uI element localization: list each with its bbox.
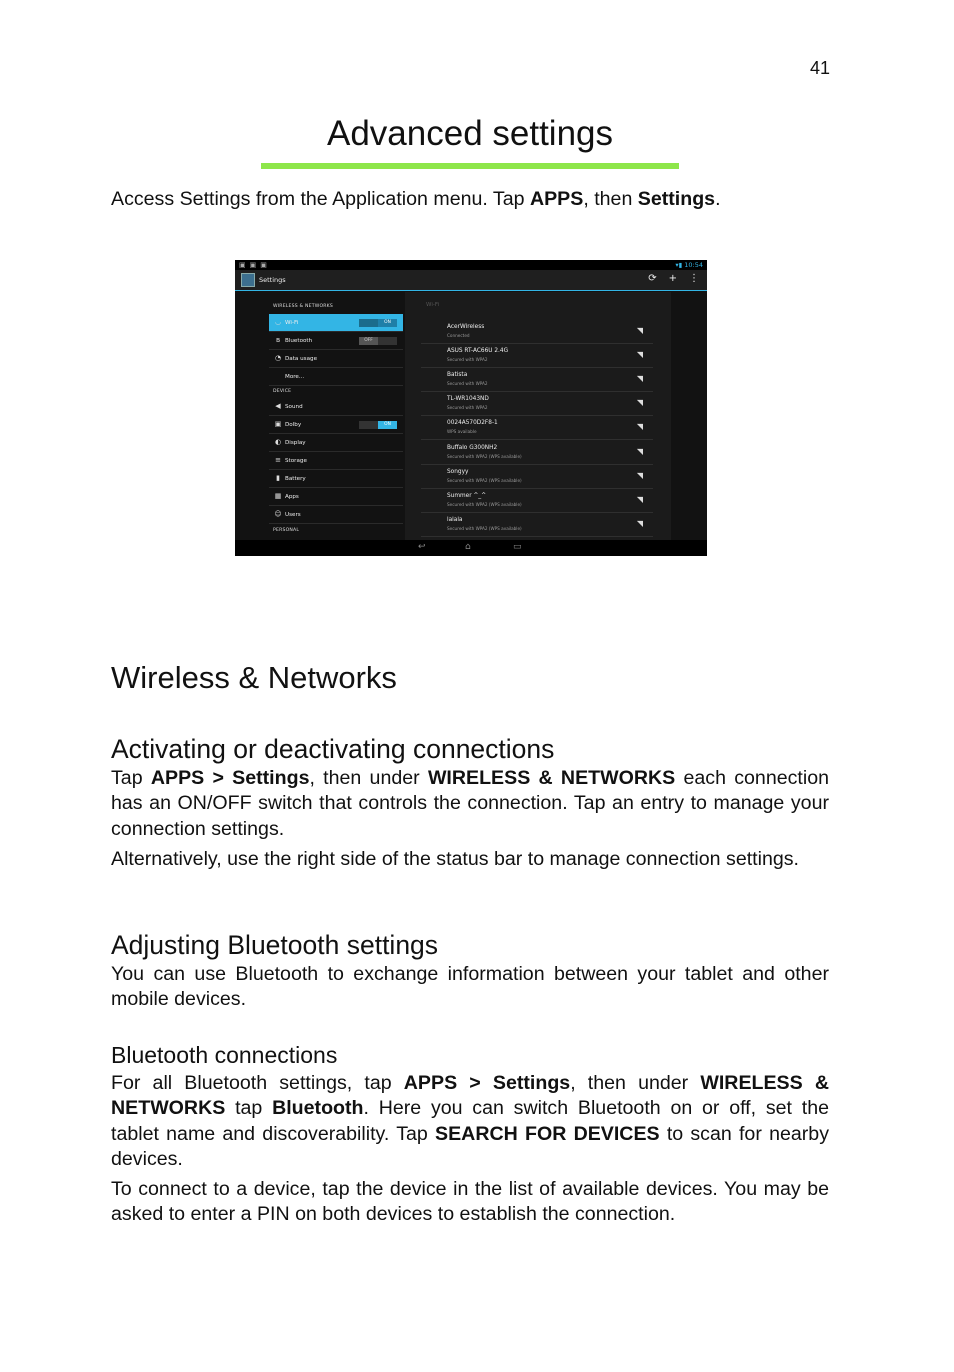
- settings-item-label: Battery: [285, 476, 306, 482]
- text: to scan for nearby devices.: [111, 1122, 829, 1171]
- sync-icon[interactable]: ⟳: [648, 273, 657, 284]
- bluetooth-connections-paragraph-1: [111, 1071, 829, 1173]
- toggle-state: ON: [378, 421, 397, 429]
- wifi-network-row[interactable]: [421, 465, 653, 489]
- settings-item-label: Display: [285, 440, 306, 446]
- network-status: Secured with WPA2: [447, 357, 488, 363]
- network-status: Secured with WPA2 (WPS available): [447, 501, 522, 507]
- dolby-icon: ▣: [274, 420, 282, 428]
- wifi-network-row[interactable]: [421, 344, 653, 368]
- clock: 10:54: [684, 261, 703, 269]
- wifi-network-row[interactable]: [421, 392, 653, 416]
- network-name: ASUS RT-AC66U 2.4G: [447, 348, 509, 355]
- users-icon: ☺: [274, 510, 282, 518]
- text: . Here you can switch Bluetooth on or off, set the tablet name and discoverability. Tap: [111, 1097, 829, 1145]
- activating-paragraph-1: [111, 766, 829, 842]
- intro-apps: APPS: [529, 188, 584, 210]
- network-name: Batista: [447, 372, 468, 379]
- wifi-network-row[interactable]: [421, 513, 653, 537]
- settings-left-pane: [269, 294, 403, 540]
- wifi-signal-icon: ◥: [636, 326, 643, 335]
- wifi-signal-locked-icon: ◥: [636, 494, 643, 504]
- network-name: Summer ^_^: [447, 492, 487, 499]
- wifi-signal-locked-icon: ◥: [636, 350, 643, 360]
- battery-icon: ▮: [276, 474, 280, 482]
- settings-item-data-usage[interactable]: [269, 350, 403, 368]
- toggle-switch[interactable]: [359, 337, 397, 345]
- action-bar-title: Settings: [259, 276, 286, 284]
- settings-item-display[interactable]: [269, 434, 403, 452]
- wifi-network-row[interactable]: [421, 368, 653, 392]
- bold-bluetooth: Bluetooth: [272, 1097, 364, 1120]
- network-name: Songyy: [447, 468, 469, 475]
- text: each connection has an ON/OFF switch that controls the connection. Tap an entry to manage your connection settings.: [111, 767, 830, 840]
- settings-screenshot: [235, 260, 707, 556]
- network-status: Secured with WPA2 (WPS available): [447, 525, 522, 531]
- network-name: 0024A570D2F8-1: [447, 420, 498, 427]
- network-status: Secured with WPA2: [447, 381, 488, 387]
- overflow-menu-icon[interactable]: ⋮: [689, 273, 699, 284]
- toggle-state: OFF: [359, 337, 378, 345]
- network-status: WPS available: [447, 429, 477, 435]
- activating-paragraph-2: Alternatively, use the right side of the status bar to manage connection settings.: [111, 848, 799, 870]
- network-name: lalala: [447, 516, 463, 523]
- network-name: Buffalo G300NH2: [447, 444, 498, 451]
- intro-text: .: [715, 188, 721, 210]
- settings-item-storage[interactable]: [269, 452, 403, 470]
- sound-icon: ◀: [275, 402, 281, 410]
- settings-item-bluetooth[interactable]: [269, 332, 403, 350]
- network-name: AcerWireless: [447, 324, 485, 330]
- bold-apps-settings: APPS > Settings: [403, 1072, 571, 1094]
- intro-text: Access Settings from the Application menu. Tap: [111, 188, 530, 210]
- text: , then under: [309, 767, 428, 789]
- action-bar: [235, 270, 707, 291]
- settings-item-label: Dolby: [285, 422, 302, 428]
- wifi-signal-locked-icon: ◥: [636, 422, 643, 432]
- toggle-state: ON: [378, 319, 397, 327]
- settings-item-label: Wi-Fi: [285, 320, 299, 326]
- text: , then under: [570, 1072, 701, 1094]
- bluetooth-settings-paragraph: You can use Bluetooth to exchange information between your tablet and other mobile devices.: [111, 963, 829, 1011]
- settings-item-label: Apps: [285, 494, 299, 500]
- settings-app-icon: [241, 273, 255, 287]
- intro-text: , then: [583, 188, 638, 210]
- action-bar-actions: [636, 273, 699, 284]
- add-icon[interactable]: +: [668, 273, 677, 284]
- text: Tap: [111, 767, 151, 789]
- system-nav-bar: [235, 540, 707, 556]
- wifi-signal-locked-icon: ◥: [636, 518, 643, 528]
- bold-wireless-networks: WIRELESS & NETWORKS: [111, 1072, 829, 1120]
- settings-item-users[interactable]: [269, 506, 403, 524]
- bold-apps-settings: APPS > Settings: [150, 767, 310, 789]
- wifi-network-row[interactable]: [421, 416, 653, 440]
- settings-item-label: Data usage: [285, 356, 318, 362]
- intro-settings: Settings: [637, 188, 716, 210]
- network-status: Connected: [447, 333, 470, 338]
- network-name: TL-WR1043ND: [447, 396, 489, 403]
- toggle-switch[interactable]: [359, 319, 397, 327]
- bluetooth-connections-paragraph-2: To connect to a device, tap the device in the list of available devices. You may be asked to enter a PIN on both devices to establish the connection.: [111, 1178, 829, 1226]
- settings-item-wi-fi[interactable]: [269, 314, 403, 332]
- status-bar: [235, 260, 707, 270]
- heading-bluetooth-settings: Adjusting Bluetooth settings: [111, 930, 439, 960]
- section-header-device: DEVICE: [273, 389, 292, 394]
- settings-item-battery[interactable]: [269, 470, 403, 488]
- network-status: Secured with WPA2: [447, 405, 488, 411]
- heading-activating: Activating or deactivating connections: [111, 734, 555, 764]
- wifi-signal-locked-icon: ◥: [636, 374, 643, 384]
- intro-paragraph: [111, 187, 829, 212]
- wifi-network-row[interactable]: [421, 489, 653, 513]
- settings-item-label: Users: [285, 512, 301, 518]
- section-header-personal: PERSONAL: [273, 528, 300, 533]
- settings-item-label: Bluetooth: [285, 338, 313, 344]
- wifi-pane: [405, 292, 671, 540]
- back-icon[interactable]: ↩: [418, 542, 426, 552]
- wifi-icon: ◡: [274, 318, 282, 326]
- data-usage-icon: ◔: [274, 354, 282, 362]
- settings-item-sound[interactable]: [269, 398, 403, 416]
- wifi-signal-locked-icon: ◥: [636, 398, 643, 408]
- section-header-wireless: WIRELESS & NETWORKS: [273, 304, 334, 309]
- toggle-switch[interactable]: [359, 421, 397, 429]
- title-underline: [261, 163, 679, 169]
- network-status: Secured with WPA2 (WPS available): [447, 453, 522, 459]
- wifi-network-row[interactable]: [421, 320, 653, 344]
- text: For all Bluetooth settings, tap: [111, 1072, 404, 1094]
- settings-item-more[interactable]: [269, 368, 403, 386]
- wifi-pane-header: Wi-Fi: [426, 302, 440, 308]
- page-title: Advanced settings: [326, 114, 613, 153]
- heading-bluetooth-connections: Bluetooth connections: [111, 1042, 338, 1068]
- page-number: 41: [809, 58, 830, 78]
- settings-item-apps[interactable]: [269, 488, 403, 506]
- text: tap: [225, 1097, 273, 1120]
- settings-item-label: More...: [285, 374, 305, 380]
- notification-icons: ▣▣▣: [239, 261, 271, 269]
- apps-icon: ▦: [274, 492, 282, 500]
- settings-item-label: Sound: [285, 404, 303, 410]
- section-heading-wireless: Wireless & Networks: [111, 660, 397, 695]
- bold-search-for-devices: SEARCH FOR DEVICES: [435, 1122, 660, 1145]
- settings-item-label: Storage: [285, 458, 307, 464]
- home-icon[interactable]: ⌂: [465, 542, 471, 552]
- recent-apps-icon[interactable]: ▭: [513, 542, 522, 552]
- wifi-signal-locked-icon: ◥: [636, 470, 643, 480]
- bluetooth-icon: ʙ: [275, 336, 281, 344]
- storage-icon: ≡: [275, 456, 281, 464]
- bold-wireless-networks: WIRELESS & NETWORKS: [427, 767, 676, 789]
- status-time: ▾▮ 10:54: [675, 261, 703, 269]
- wifi-signal-locked-icon: ◥: [636, 446, 643, 456]
- network-status: Secured with WPA2 (WPS available): [447, 477, 522, 483]
- display-icon: ◐: [274, 438, 282, 446]
- settings-item-dolby[interactable]: [269, 416, 403, 434]
- wifi-network-row[interactable]: [421, 441, 653, 465]
